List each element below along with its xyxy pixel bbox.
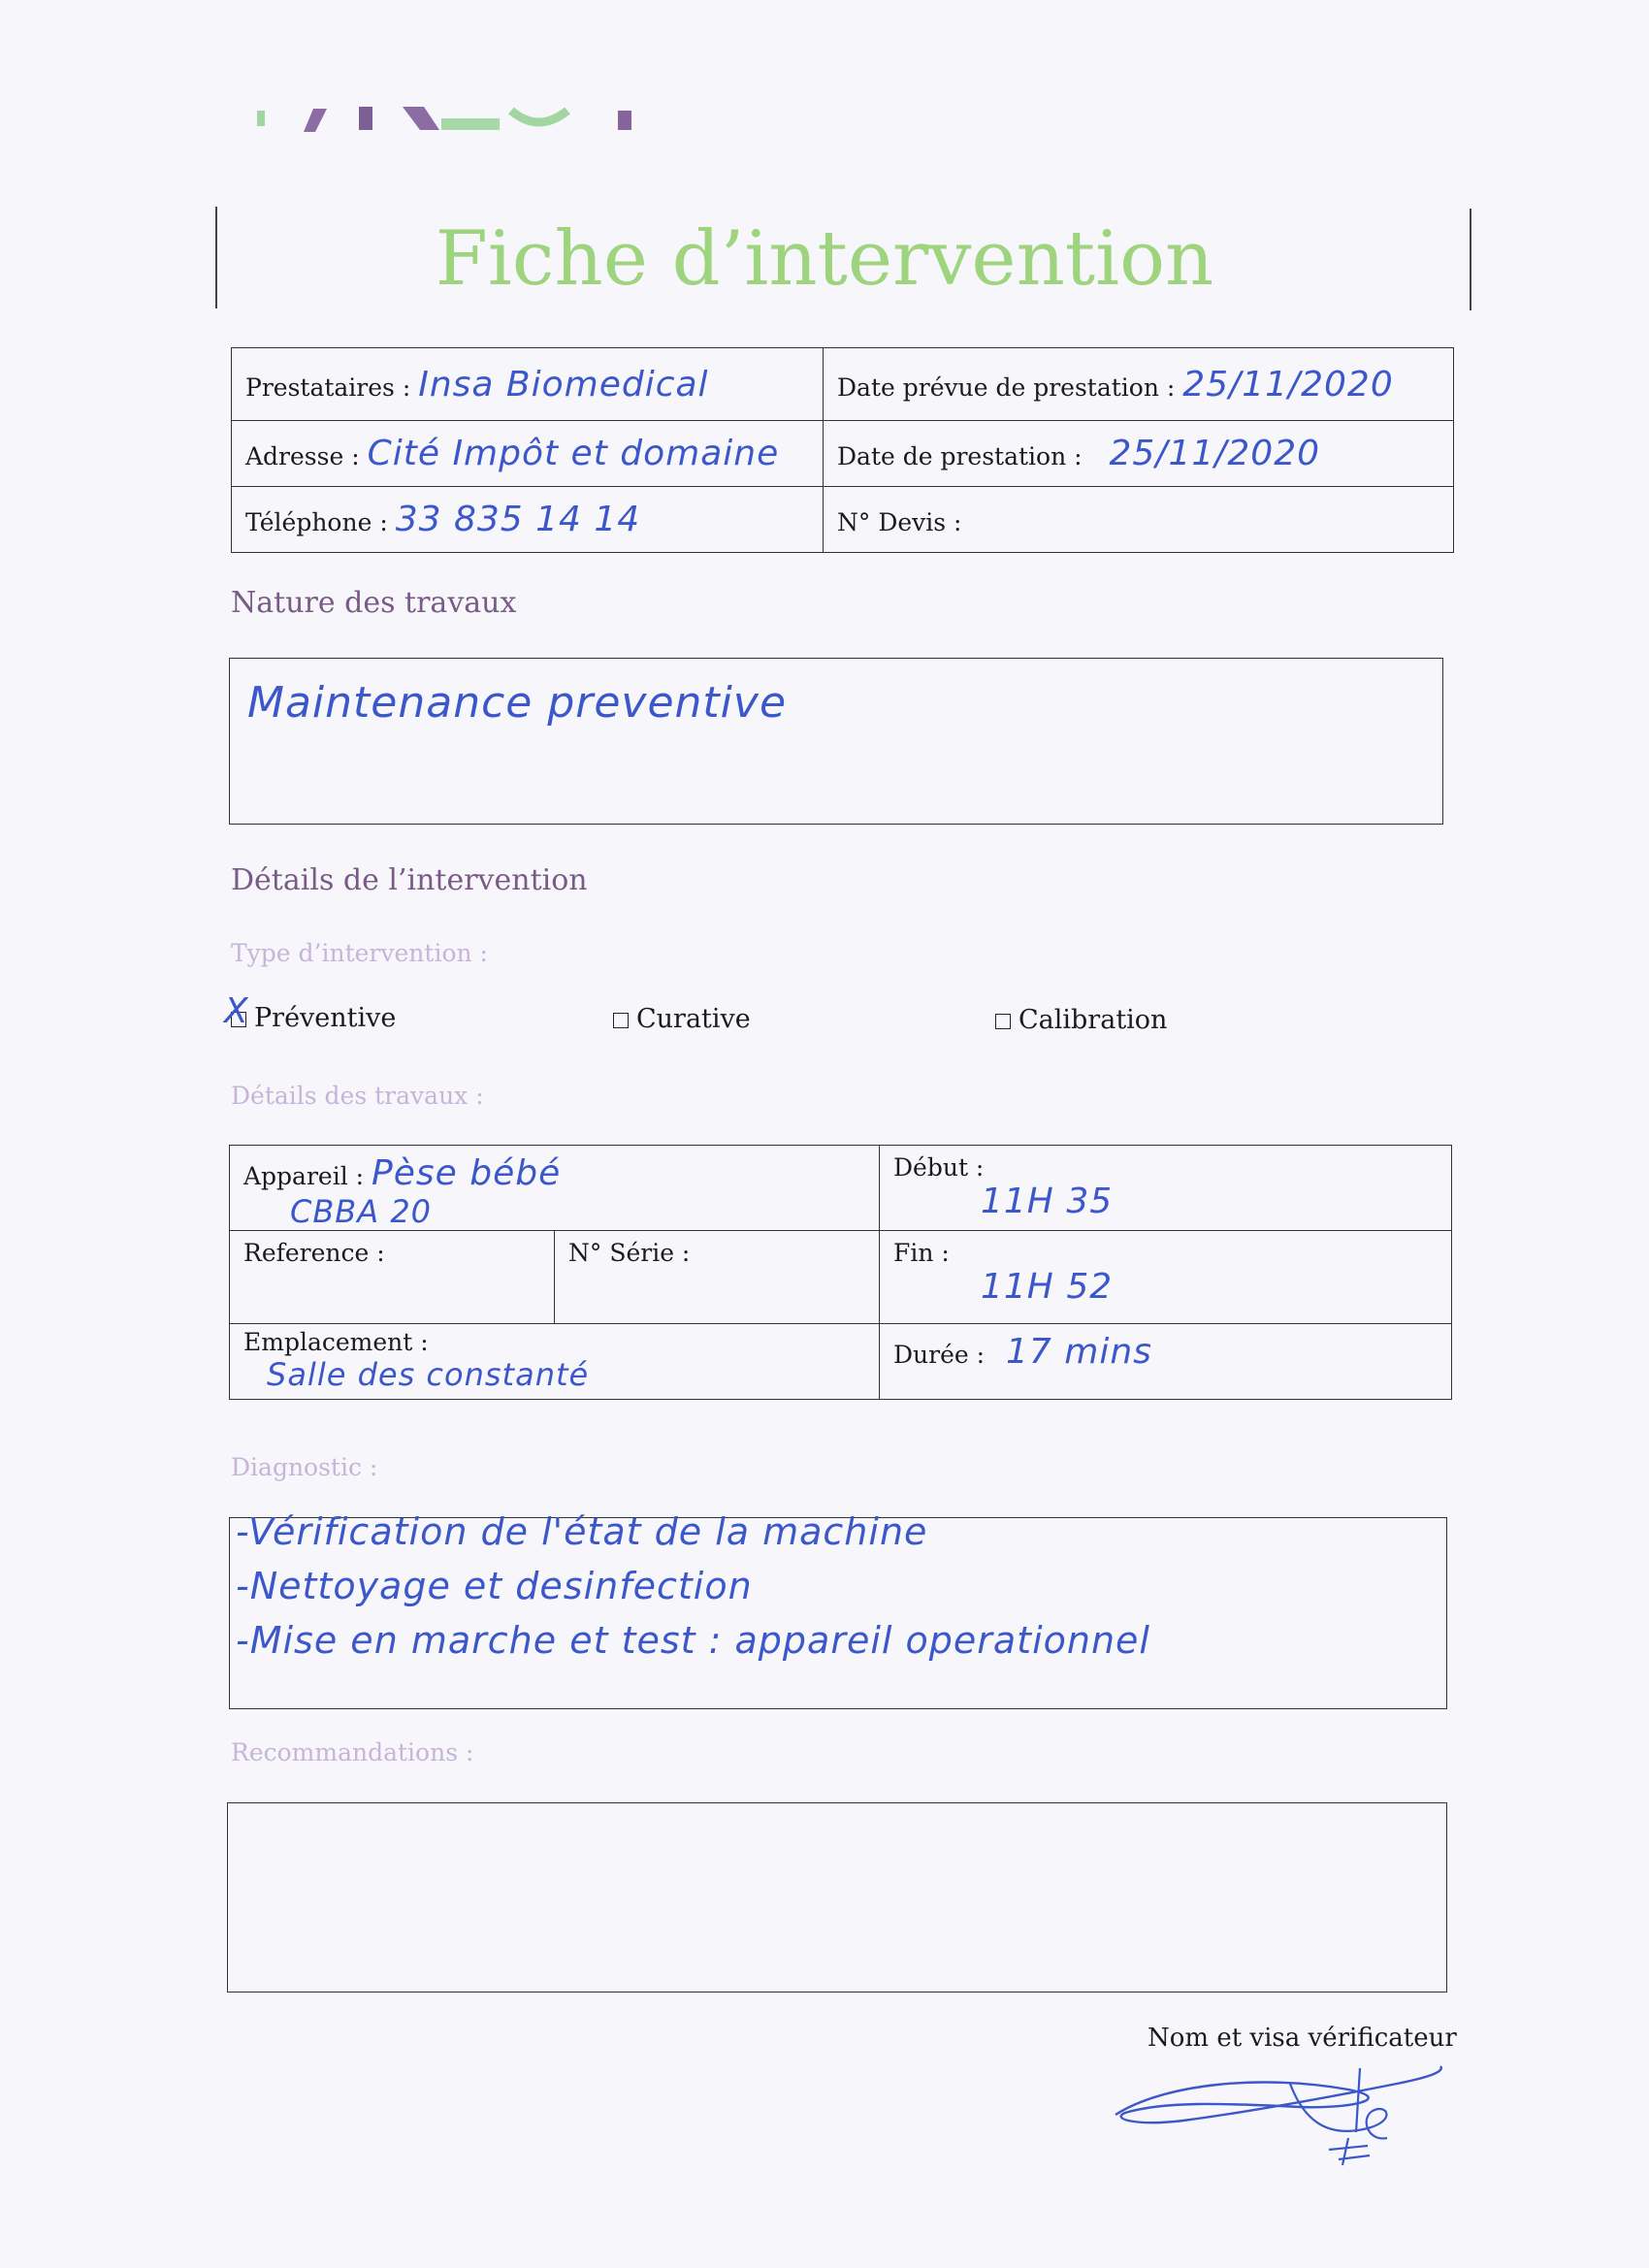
appareil-label: Appareil : xyxy=(243,1162,365,1190)
date-prevue-value: 25/11/2020 xyxy=(1182,364,1394,405)
fin-value: 11H 52 xyxy=(981,1267,1114,1307)
appareil-cell xyxy=(230,1146,880,1231)
recommandations-label: Recommandations : xyxy=(231,1738,474,1766)
option-calibration[interactable] xyxy=(995,1005,1167,1035)
debut-value: 11H 35 xyxy=(981,1182,1114,1221)
telephone-value: 33 835 14 14 xyxy=(395,500,641,539)
checkbox-curative[interactable] xyxy=(613,1013,629,1028)
duree-label: Durée : xyxy=(893,1341,986,1369)
option-curative-label: Curative xyxy=(636,1004,751,1034)
appareil-value-line2: CBBA 20 xyxy=(290,1193,433,1230)
telephone-label: Téléphone : xyxy=(245,508,388,536)
diagnostic-line-1: -Vérification de l'état de la machine xyxy=(236,1510,928,1553)
date-prestation-cell xyxy=(824,421,1454,487)
header-table xyxy=(231,347,1454,553)
serie-label: N° Série : xyxy=(568,1239,691,1267)
date-prevue-cell xyxy=(824,348,1454,421)
signature-label: Nom et visa vérificateur xyxy=(1148,2024,1457,2053)
diagnostic-line-2: -Nettoyage et desinfection xyxy=(236,1565,753,1607)
signature-image xyxy=(1106,2045,1455,2171)
company-logo xyxy=(257,105,635,134)
diagnostic-box xyxy=(229,1510,1447,1709)
fin-cell xyxy=(880,1231,1452,1324)
work-table xyxy=(229,1145,1452,1400)
duree-value: 17 mins xyxy=(1006,1332,1152,1372)
duree-cell xyxy=(880,1324,1452,1400)
reference-cell xyxy=(230,1231,555,1324)
adresse-label: Adresse : xyxy=(245,442,360,470)
nature-heading: Nature des travaux xyxy=(231,586,517,620)
option-preventive[interactable] xyxy=(224,990,397,1033)
reference-label: Reference : xyxy=(243,1239,385,1267)
adresse-value: Cité Impôt et domaine xyxy=(367,434,780,473)
page-title: Fiche d’intervention xyxy=(435,215,1214,303)
diagnostic-label: Diagnostic : xyxy=(231,1453,378,1481)
checkbox-preventive[interactable] xyxy=(224,990,249,1031)
debut-label: Début : xyxy=(893,1153,985,1182)
emplacement-value: Salle des constanté xyxy=(267,1356,590,1393)
emplacement-cell xyxy=(230,1324,880,1400)
prestataires-label: Prestataires : xyxy=(245,373,411,402)
option-preventive-label: Préventive xyxy=(254,1003,397,1033)
devis-cell xyxy=(824,487,1454,553)
appareil-value-line1: Pèse bébé xyxy=(372,1153,562,1193)
details-heading: Détails de l’intervention xyxy=(231,863,588,897)
nature-box xyxy=(229,658,1443,825)
debut-cell xyxy=(880,1146,1452,1231)
type-intervention-label: Type d’intervention : xyxy=(231,939,488,967)
checkbox-preventive-mark: X xyxy=(224,990,249,1031)
option-calibration-label: Calibration xyxy=(1018,1005,1168,1035)
prestataires-cell xyxy=(232,348,824,421)
diagnostic-line-3: -Mise en marche et test : appareil operationnel xyxy=(236,1619,1150,1662)
adresse-cell xyxy=(232,421,824,487)
serie-cell xyxy=(555,1231,880,1324)
details-travaux-label: Détails des travaux : xyxy=(231,1082,484,1110)
recommandations-box xyxy=(227,1802,1447,1993)
prestataires-value: Insa Biomedical xyxy=(418,364,709,405)
diagnostic-text xyxy=(236,1505,1150,1668)
fin-label: Fin : xyxy=(893,1239,950,1267)
telephone-cell xyxy=(232,487,824,553)
checkbox-calibration[interactable] xyxy=(995,1014,1011,1029)
option-curative[interactable] xyxy=(613,1004,751,1034)
date-prevue-label: Date prévue de prestation : xyxy=(837,373,1176,402)
date-prestation-label: Date de prestation : xyxy=(837,442,1083,470)
devis-label: N° Devis : xyxy=(837,508,962,536)
emplacement-label: Emplacement : xyxy=(243,1328,429,1356)
date-prestation-value: 25/11/2020 xyxy=(1109,434,1321,473)
nature-value: Maintenance preventive xyxy=(247,678,788,728)
